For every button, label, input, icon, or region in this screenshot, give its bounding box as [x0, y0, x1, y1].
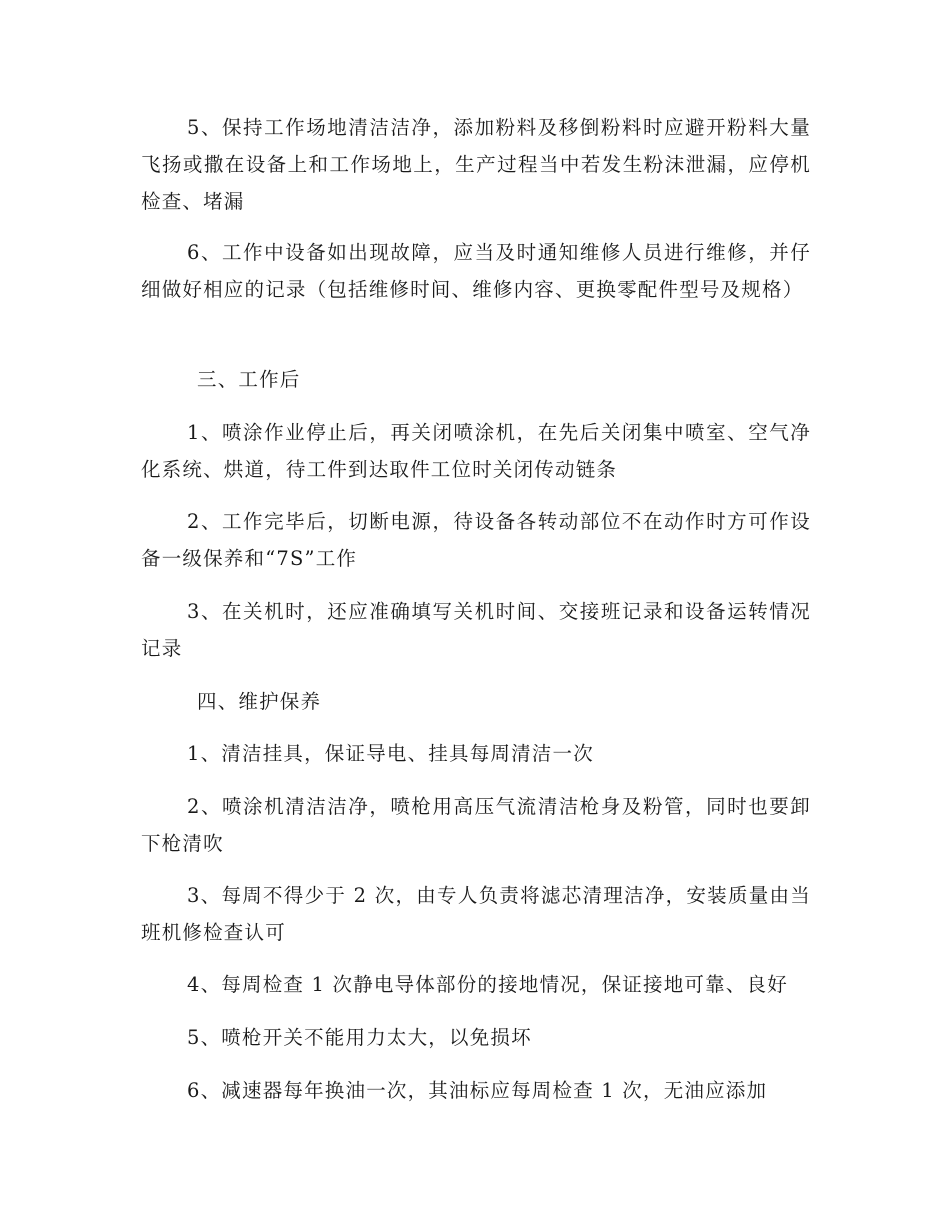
paragraph-shutdown-sequence: 1、喷涂作业停止后，再关闭喷涂机，在先后关闭集中喷室、空气净化系统、烘道，待工件到达取件工位时关闭传动链条: [141, 421, 811, 481]
section-heading-maintenance: 四、维护保养: [197, 690, 322, 713]
paragraph-reducer-oil: 6、减速器每年换油一次，其油标应每周检查 1 次，无油应添加: [187, 1079, 768, 1102]
paragraph-grounding-check: 4、每周检查 1 次静电导体部份的接地情况，保证接地可靠、良好: [187, 973, 788, 996]
paragraph-shutdown-records: 3、在关机时，还应准确填写关机时间、交接班记录和设备运转情况记录: [141, 600, 811, 660]
paragraph-fault-repair: 6、工作中设备如出现故障，应当及时通知维修人员进行维修，并仔细做好相应的记录（包括维修时间、维修内容、更换零配件型号及规格）: [141, 241, 811, 301]
paragraph-clean-spray-gun: 2、喷涂机清洁洁净，喷枪用高压气流清洁枪身及粉管，同时也要卸下枪清吹: [141, 795, 811, 855]
paragraph-filter-cleaning: 3、每周不得少于 2 次，由专人负责将滤芯清理洁净，安装质量由当班机修检查认可: [141, 884, 811, 944]
paragraph-power-off: 2、工作完毕后，切断电源，待设备各转动部位不在动作时方可作设备一级保养和“7S”工作: [141, 510, 811, 570]
paragraph-clean-worksite: 5、保持工作场地清洁洁净，添加粉料及移倒粉料时应避开粉料大量飞扬或撒在设备上和工作场地上，生产过程当中若发生粉沫泄漏，应停机检查、堵漏: [141, 116, 811, 213]
section-heading-after-work: 三、工作后: [197, 368, 301, 391]
paragraph-clean-hangers: 1、清洁挂具，保证导电、挂具每周清洁一次: [187, 742, 594, 765]
paragraph-gun-switch: 5、喷枪开关不能用力太大，以免损坏: [187, 1026, 532, 1049]
